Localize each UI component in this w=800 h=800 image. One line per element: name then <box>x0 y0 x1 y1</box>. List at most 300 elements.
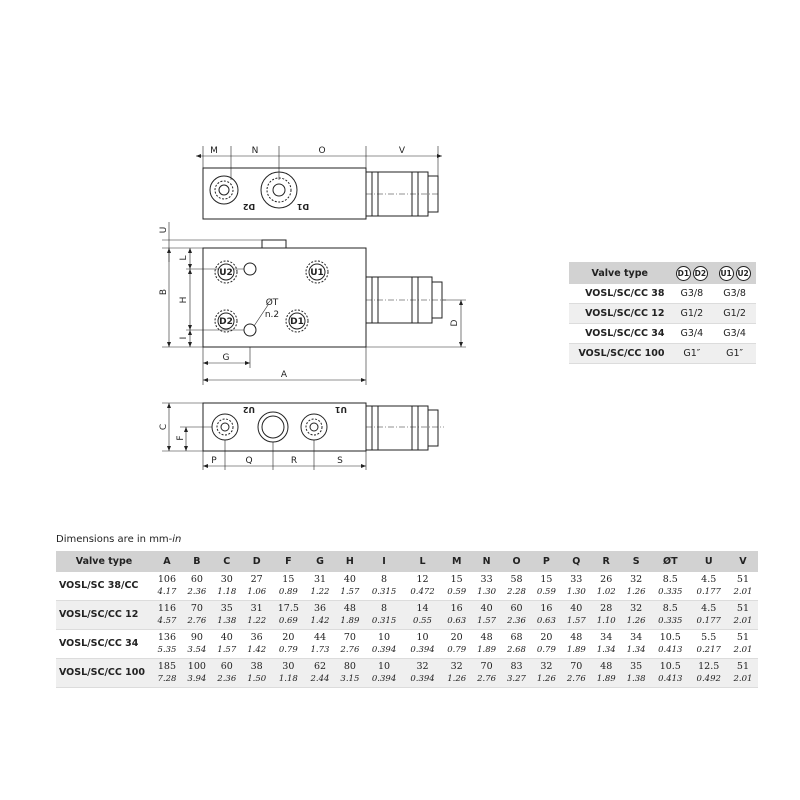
dimension-value-cell <box>531 630 561 659</box>
dimension-inch-value: 2.01 <box>733 674 753 684</box>
dimension-inch-value: 1.73 <box>310 645 330 655</box>
d-thread-cell: G3/4 <box>671 324 714 344</box>
dimension-value-cell <box>242 659 272 688</box>
dimension-value-cell <box>690 659 728 688</box>
d-thread-cell: G3/8 <box>671 284 714 304</box>
dimension-mm-value: 70 <box>480 661 493 672</box>
dim-label-c: C <box>159 423 169 431</box>
dimension-inch-value: 1.26 <box>536 674 556 684</box>
dimension-mm-value: 51 <box>736 632 750 643</box>
dimension-inch-value: 0.79 <box>447 645 467 655</box>
dimension-inch-value: 1.26 <box>626 616 646 626</box>
dimension-value-cell <box>335 630 365 659</box>
dimension-mm-value: 15 <box>540 574 553 585</box>
dimension-value-cell <box>335 572 365 601</box>
dim-label-g: G <box>222 353 230 363</box>
dimension-inch-value: 0.59 <box>536 587 556 597</box>
top-view <box>196 146 442 219</box>
u-thread-cell: G3/4 <box>713 324 756 344</box>
dimension-value-cell <box>502 601 532 630</box>
dimension-mm-value: 185 <box>157 661 177 672</box>
dimension-mm-value: 20 <box>450 632 463 643</box>
dimension-inch-value: 1.22 <box>247 616 267 626</box>
dimension-mm-value: 58 <box>510 574 523 585</box>
dimension-value-cell <box>272 659 305 688</box>
dimension-value-cell <box>621 659 651 688</box>
dimension-inch-value: 1.26 <box>626 587 646 597</box>
port-badge-d1: D1 <box>676 266 691 281</box>
dimension-mm-value: 5.5 <box>701 632 717 643</box>
dimension-inch-value: 3.94 <box>187 674 207 684</box>
dimension-column-header: R <box>591 551 621 572</box>
dimension-table-header <box>56 551 758 572</box>
dimension-value-cell <box>561 630 591 659</box>
dimension-value-cell <box>403 572 441 601</box>
dimension-inch-value: 1.89 <box>596 674 616 684</box>
dimension-inch-value: 2.68 <box>507 645 526 655</box>
dim-label-m: M <box>210 146 218 156</box>
dimension-mm-value: 136 <box>157 632 177 643</box>
dimension-mm-value: 20 <box>282 632 295 643</box>
dimension-mm-value: 4.5 <box>701 603 717 614</box>
svg-text:U2: U2 <box>219 268 233 278</box>
dimension-mm-value: 70 <box>190 603 203 614</box>
dimension-value-cell <box>442 659 472 688</box>
dimension-column-header: N <box>472 551 502 572</box>
dimension-mm-value: 14 <box>416 603 429 614</box>
dimension-value-cell <box>531 572 561 601</box>
dimension-inch-value: 0.177 <box>696 587 721 597</box>
dimension-inch-value: 2.01 <box>733 616 753 626</box>
dimension-mm-value: 106 <box>157 574 177 585</box>
dimension-inch-value: 3.54 <box>187 645 207 655</box>
dimension-value-cell <box>152 659 182 688</box>
dimension-inch-value: 0.59 <box>447 587 467 597</box>
dimension-value-cell <box>591 601 621 630</box>
dimension-value-cell <box>212 630 242 659</box>
dimension-mm-value: 8 <box>381 603 388 614</box>
dimension-inch-value: 1.34 <box>626 645 646 655</box>
dimension-inch-value: 2.76 <box>187 616 207 626</box>
port-label-u2 <box>218 264 234 280</box>
dimension-column-header: L <box>403 551 441 572</box>
dimension-mm-value: 116 <box>157 603 177 614</box>
valve-thread-table-header <box>569 262 756 284</box>
valve-type-header: Valve type <box>569 262 671 284</box>
dimension-inch-value: 1.34 <box>596 645 616 655</box>
dimension-value-cell <box>272 572 305 601</box>
dimension-mm-value: 40 <box>570 603 583 614</box>
dimension-mm-value: 51 <box>736 603 750 614</box>
dimension-inch-value: 2.01 <box>733 587 753 597</box>
dimension-inch-value: 1.57 <box>566 616 586 626</box>
dimension-inch-value: 1.42 <box>310 616 330 626</box>
dimension-value-cell <box>728 572 758 601</box>
dimension-mm-value: 8.5 <box>662 574 678 585</box>
dimension-value-cell <box>621 630 651 659</box>
dimension-mm-value: 15 <box>282 574 295 585</box>
dim-label-b: B <box>159 288 169 296</box>
dimension-value-cell <box>182 601 212 630</box>
dimension-mm-value: 80 <box>343 661 356 672</box>
dimension-value-cell <box>365 630 403 659</box>
dimension-column-header: O <box>502 551 532 572</box>
dimension-inch-value: 0.69 <box>278 616 298 626</box>
dimension-inch-value: 1.26 <box>447 674 467 684</box>
dimension-value-cell <box>651 601 689 630</box>
dimension-mm-value: 48 <box>343 603 356 614</box>
dimension-inch-value: 2.36 <box>507 616 526 626</box>
front-view <box>162 222 466 385</box>
u-ports-header <box>713 262 756 284</box>
dimension-mm-value: 51 <box>736 661 750 672</box>
dimension-inch-value: 2.44 <box>310 674 330 684</box>
dimension-value-cell <box>561 601 591 630</box>
dimension-mm-value: 48 <box>480 632 493 643</box>
dim-label-n: N <box>251 146 259 156</box>
valve-thread-row <box>569 324 756 344</box>
dimension-value-cell <box>365 601 403 630</box>
dimension-value-cell <box>621 601 651 630</box>
u-thread-cell: G1″ <box>713 344 756 364</box>
dimension-value-cell <box>152 601 182 630</box>
dimension-value-cell <box>472 659 502 688</box>
u-thread-cell: G1/2 <box>713 304 756 324</box>
dimension-mm-value: 30 <box>282 661 295 672</box>
dimension-value-cell <box>690 601 728 630</box>
dimension-inch-value: 4.57 <box>157 616 177 626</box>
dimension-value-cell <box>305 572 335 601</box>
dimension-column-header: H <box>335 551 365 572</box>
dimension-column-header: D <box>242 551 272 572</box>
dimension-value-cell <box>728 630 758 659</box>
dimension-inch-value: 1.02 <box>596 587 616 597</box>
dimension-value-cell <box>272 601 305 630</box>
dimension-mm-value: 68 <box>510 632 523 643</box>
dimension-inch-value: 7.28 <box>157 674 177 684</box>
port-label-d1 <box>289 313 305 329</box>
valve-type-cell: VOSL/SC/CC 34 <box>569 324 671 344</box>
dimension-value-cell <box>212 601 242 630</box>
dimension-value-cell <box>182 572 212 601</box>
dimension-mm-value: 100 <box>187 661 206 672</box>
dimension-inch-value: 0.55 <box>413 616 432 626</box>
dimension-value-cell <box>472 601 502 630</box>
dimension-mm-value: 60 <box>510 603 523 614</box>
dimension-value-cell <box>651 572 689 601</box>
dimension-inch-value: 0.413 <box>658 674 683 684</box>
dim-label-r: R <box>290 456 298 466</box>
dimension-mm-value: 33 <box>480 574 493 585</box>
dimension-mm-value: 15 <box>450 574 463 585</box>
dimension-value-cell <box>591 659 621 688</box>
dimension-mm-value: 32 <box>630 603 643 614</box>
valve-type-cell: VOSL/SC/CC 38 <box>569 284 671 304</box>
valve-type-cell: VOSL/SC/CC 12 <box>569 304 671 324</box>
dimension-valve-type-header: Valve type <box>56 551 152 572</box>
dimension-inch-value: 0.315 <box>371 587 397 597</box>
dimension-mm-value: 34 <box>630 632 643 643</box>
dimension-inch-value: 0.63 <box>447 616 467 626</box>
dimension-inch-value: 0.217 <box>696 645 721 655</box>
dimension-value-cell <box>305 630 335 659</box>
dimension-value-cell <box>561 572 591 601</box>
dimension-mm-value: 8.5 <box>662 603 678 614</box>
dimension-value-cell <box>531 601 561 630</box>
dimension-mm-value: 38 <box>250 661 263 672</box>
dimension-value-cell <box>690 630 728 659</box>
dimension-row <box>56 659 758 688</box>
dim-label-u: U <box>159 226 169 234</box>
dimension-mm-value: 27 <box>250 574 263 585</box>
dimension-mm-value: 31 <box>250 603 263 614</box>
dimension-inch-value: 3.27 <box>507 674 526 684</box>
dim-label-i: I <box>179 336 189 340</box>
port-label-d2 <box>218 313 234 329</box>
valve-thread-row <box>569 284 756 304</box>
dimension-mm-value: 17.5 <box>277 603 299 614</box>
dimension-mm-value: 40 <box>220 632 233 643</box>
dimension-column-header: A <box>152 551 182 572</box>
dimension-mm-value: 10 <box>416 632 429 643</box>
dimension-value-cell <box>365 572 403 601</box>
port-label-u2-bottom: U2 <box>242 405 256 414</box>
dimension-inch-value: 1.06 <box>247 587 267 597</box>
dimension-mm-value: 10.5 <box>659 632 681 643</box>
dim-label-s: S <box>337 456 343 466</box>
dimensions-note-unit: in <box>172 534 182 545</box>
dimension-value-cell <box>305 601 335 630</box>
dimension-inch-value: 1.89 <box>477 645 497 655</box>
dimension-value-cell <box>728 601 758 630</box>
dimension-value-cell <box>651 659 689 688</box>
dimension-inch-value: 1.57 <box>217 645 237 655</box>
dimension-inch-value: 0.89 <box>278 587 298 597</box>
dimension-column-header: S <box>621 551 651 572</box>
u-thread-cell: G3/8 <box>713 284 756 304</box>
dimension-mm-value: 83 <box>510 661 523 672</box>
dimension-inch-value: 5.35 <box>157 645 177 655</box>
dimension-mm-value: 35 <box>220 603 233 614</box>
dimension-mm-value: 16 <box>450 603 463 614</box>
dimension-valve-type-cell: VOSL/SC/CC 12 <box>56 601 152 630</box>
dimension-mm-value: 35 <box>630 661 643 672</box>
dimension-mm-value: 26 <box>600 574 613 585</box>
dimension-inch-value: 2.36 <box>217 674 237 684</box>
dimension-inch-value: 1.57 <box>340 587 360 597</box>
dimension-column-header: C <box>212 551 242 572</box>
dimension-mm-value: 33 <box>570 574 583 585</box>
dimension-value-cell <box>561 659 591 688</box>
dimension-column-header: B <box>182 551 212 572</box>
dimension-value-cell <box>442 572 472 601</box>
svg-text:U1: U1 <box>310 268 324 278</box>
dimension-inch-value: 1.38 <box>626 674 646 684</box>
dimension-value-cell <box>335 601 365 630</box>
dimension-mm-value: 48 <box>570 632 583 643</box>
dimension-mm-value: 16 <box>540 603 553 614</box>
dimension-inch-value: 1.89 <box>340 616 360 626</box>
dimension-mm-value: 12.5 <box>698 661 720 672</box>
dim-label-h: H <box>179 296 189 304</box>
dimension-inch-value: 2.76 <box>566 674 586 684</box>
dimension-value-cell <box>591 630 621 659</box>
port-badge-u2: U2 <box>736 266 751 281</box>
d-ports-header <box>671 262 714 284</box>
dimension-inch-value: 0.315 <box>371 616 397 626</box>
dimension-mm-value: 70 <box>570 661 583 672</box>
dimension-inch-value: 0.394 <box>410 674 435 684</box>
dim-label-p: P <box>211 456 217 466</box>
dimension-value-cell <box>403 630 441 659</box>
dimension-mm-value: 44 <box>313 632 327 643</box>
port-label-d2-top: D2 <box>242 202 256 211</box>
dimension-value-cell <box>152 572 182 601</box>
dimension-mm-value: 10 <box>378 661 391 672</box>
dimension-table <box>56 551 758 688</box>
dimension-mm-value: 90 <box>190 632 203 643</box>
bottom-view <box>162 403 444 470</box>
dimension-value-cell <box>212 659 242 688</box>
dimension-value-cell <box>502 659 532 688</box>
dimension-inch-value: 0.472 <box>410 587 435 597</box>
dimension-value-cell <box>728 659 758 688</box>
d-thread-cell: G1″ <box>671 344 714 364</box>
dimension-mm-value: 51 <box>736 574 750 585</box>
dimension-value-cell <box>591 572 621 601</box>
dimension-mm-value: 60 <box>190 574 203 585</box>
dimension-value-cell <box>242 601 272 630</box>
dim-label-f: F <box>176 435 186 441</box>
dimension-inch-value: 0.63 <box>536 616 556 626</box>
port-label-u1-bottom: U1 <box>334 405 348 414</box>
dimension-value-cell <box>242 630 272 659</box>
dimension-inch-value: 2.28 <box>507 587 526 597</box>
dimension-value-cell <box>335 659 365 688</box>
dimension-inch-value: 1.18 <box>217 587 237 597</box>
dimension-inch-value: 1.10 <box>596 616 616 626</box>
dimension-mm-value: 31 <box>313 574 327 585</box>
dimension-inch-value: 0.492 <box>696 674 721 684</box>
dimension-mm-value: 40 <box>343 574 356 585</box>
dimension-value-cell <box>272 630 305 659</box>
dimension-valve-type-cell: VOSL/SC/CC 100 <box>56 659 152 688</box>
port-badge-u1: U1 <box>719 266 734 281</box>
port-badge-d2: D2 <box>693 266 708 281</box>
dimension-mm-value: 30 <box>220 574 233 585</box>
svg-text:D2: D2 <box>219 317 233 327</box>
dimension-inch-value: 1.57 <box>477 616 497 626</box>
dimension-value-cell <box>365 659 403 688</box>
dimension-value-cell <box>502 572 532 601</box>
dimensions-note <box>56 534 181 545</box>
dimension-value-cell <box>212 572 242 601</box>
dimension-column-header: U <box>690 551 728 572</box>
dimension-mm-value: 36 <box>313 603 327 614</box>
dimension-value-cell <box>472 572 502 601</box>
dimension-value-cell <box>182 630 212 659</box>
dimension-mm-value: 4.5 <box>701 574 717 585</box>
port-label-u1 <box>309 264 325 280</box>
dimension-column-header: Q <box>561 551 591 572</box>
dimension-inch-value: 2.76 <box>340 645 360 655</box>
dimension-valve-type-cell: VOSL/SC 38/CC <box>56 572 152 601</box>
dimension-mm-value: 36 <box>250 632 263 643</box>
dimension-column-header: G <box>305 551 335 572</box>
dimension-inch-value: 0.335 <box>658 587 683 597</box>
dimension-inch-value: 1.38 <box>217 616 237 626</box>
dimension-mm-value: 12 <box>416 574 429 585</box>
dimension-inch-value: 1.50 <box>247 674 267 684</box>
dimension-mm-value: 62 <box>313 661 327 672</box>
dimension-value-cell <box>152 630 182 659</box>
dim-label-o: O <box>318 146 326 156</box>
valve-thread-row <box>569 304 756 324</box>
dimension-inch-value: 0.413 <box>658 645 683 655</box>
d-thread-cell: G1/2 <box>671 304 714 324</box>
dimension-mm-value: 10.5 <box>659 661 681 672</box>
dimensions-note-text: Dimensions are in mm- <box>56 534 173 545</box>
dim-label-q: Q <box>245 456 253 466</box>
dimension-row <box>56 630 758 659</box>
dimension-inch-value: 0.79 <box>278 645 298 655</box>
dimension-mm-value: 8 <box>381 574 388 585</box>
dimension-mm-value: 48 <box>600 661 613 672</box>
dim-label-v: V <box>398 146 406 156</box>
dimension-column-header: P <box>531 551 561 572</box>
dim-label-a: A <box>280 370 288 380</box>
dimension-value-cell <box>242 572 272 601</box>
dimension-value-cell <box>472 630 502 659</box>
dimension-value-cell <box>502 630 532 659</box>
dimension-mm-value: 10 <box>378 632 391 643</box>
dimension-row <box>56 601 758 630</box>
dimension-value-cell <box>442 630 472 659</box>
dimension-inch-value: 1.30 <box>566 587 586 597</box>
dimension-inch-value: 1.30 <box>477 587 497 597</box>
dimension-inch-value: 1.89 <box>566 645 586 655</box>
dimension-inch-value: 0.394 <box>371 674 397 684</box>
dimension-value-cell <box>651 630 689 659</box>
dimension-column-header: M <box>442 551 472 572</box>
dimension-mm-value: 60 <box>220 661 233 672</box>
dimension-inch-value: 1.22 <box>310 587 330 597</box>
dimension-inch-value: 2.76 <box>477 674 497 684</box>
dimension-mm-value: 32 <box>630 574 643 585</box>
dimension-mm-value: 70 <box>343 632 356 643</box>
dimension-mm-value: 34 <box>600 632 613 643</box>
dimension-value-cell <box>531 659 561 688</box>
dimension-column-header: F <box>272 551 305 572</box>
dimension-mm-value: 32 <box>416 661 429 672</box>
dimension-mm-value: 28 <box>600 603 613 614</box>
port-label-d1-top: D1 <box>296 202 310 211</box>
dimension-inch-value: 1.18 <box>278 674 298 684</box>
dimension-value-cell <box>182 659 212 688</box>
dimension-value-cell <box>403 659 441 688</box>
dimension-mm-value: 40 <box>480 603 493 614</box>
dimension-inch-value: 4.17 <box>157 587 177 597</box>
dimension-inch-value: 0.394 <box>371 645 397 655</box>
dimension-row <box>56 572 758 601</box>
dimension-mm-value: 20 <box>540 632 553 643</box>
dim-label-d: D <box>450 319 460 327</box>
dimension-value-cell <box>305 659 335 688</box>
dim-label-l: L <box>179 255 189 261</box>
dimension-inch-value: 0.79 <box>536 645 556 655</box>
dimension-inch-value: 3.15 <box>340 674 360 684</box>
dimension-value-cell <box>403 601 441 630</box>
